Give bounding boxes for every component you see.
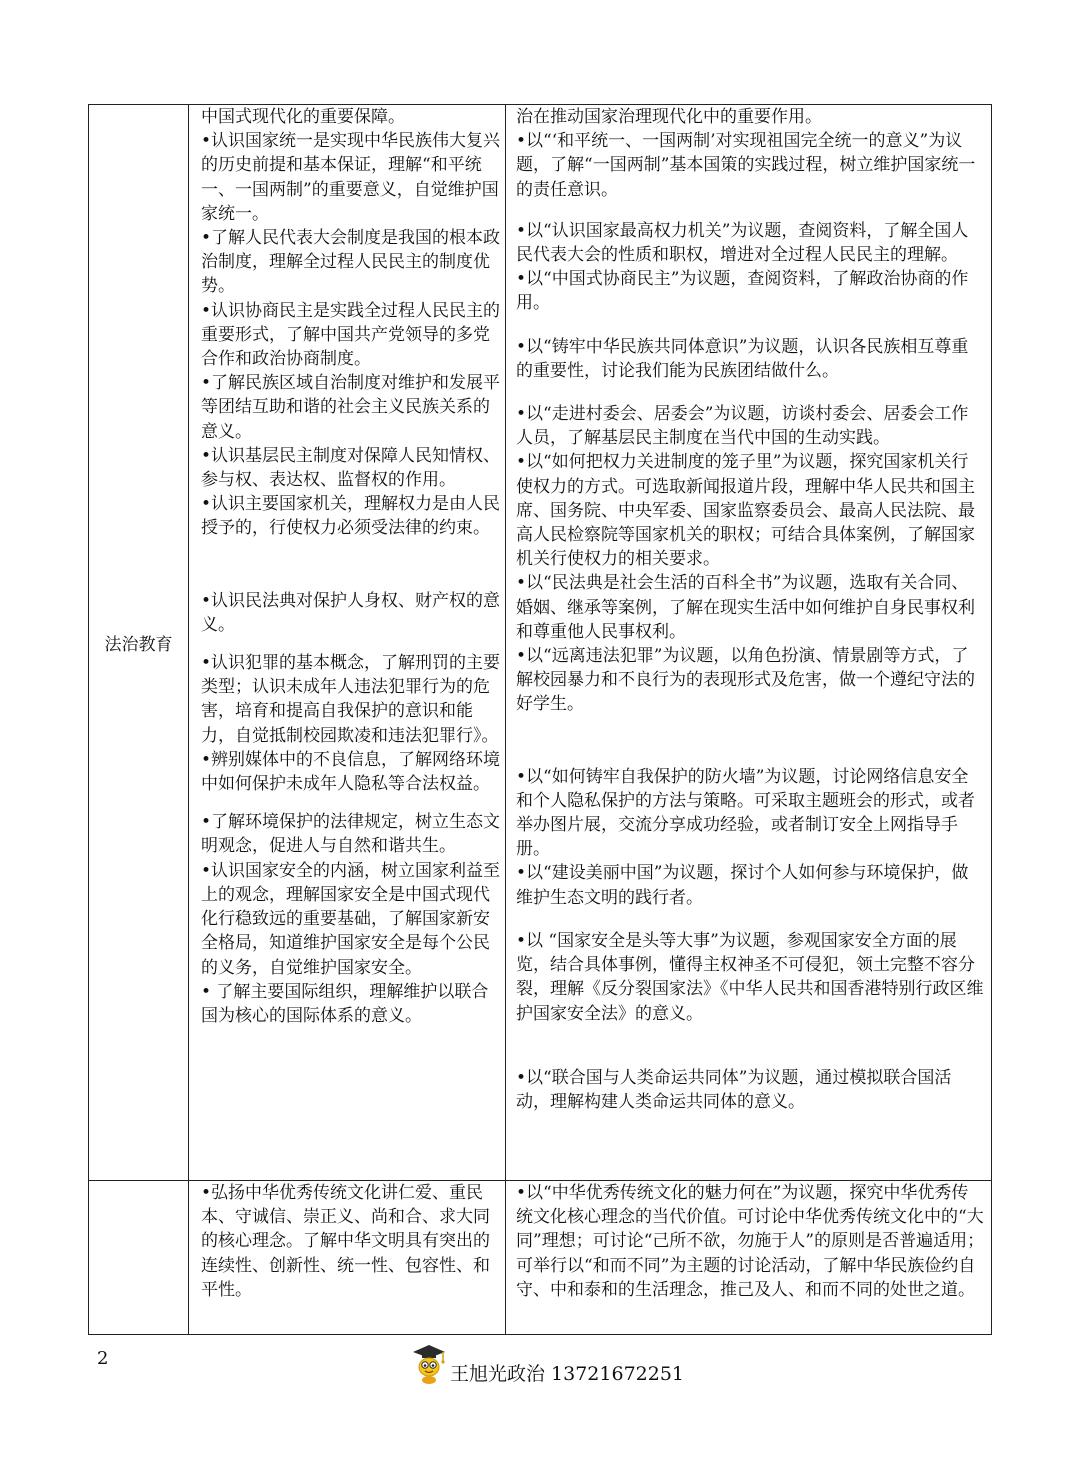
category-cell xyxy=(89,105,189,1181)
activity-item: •以“铸牢中华民族共同体意识”为议题，认识各民族相互尊重的重要性，讨论我们能为民族团结做什么。 xyxy=(516,336,969,381)
requirement-item: •认识基层民主制度对保障人民知情权、参与权、表达权、监督权的作用。 xyxy=(201,445,501,491)
requirement-item: •弘扬中华优秀传统文化讲仁爱、重民本、守诚信、崇正义、尚和合、求大同的核心理念。了解中华文明具有突出的连续性、创新性、统一性、包容性、和平性。 xyxy=(201,1183,490,1300)
requirement-item: •了解民族区域自治制度对维护和发展平等团结互助和谐的社会主义民族关系的意义。 xyxy=(201,373,501,442)
activity-item: •以“中国式协商民主”为议题，查阅资料，了解政治协商的作用。 xyxy=(516,269,969,314)
activity-item: •以“远离违法犯罪”为议题，以角色扮演、情景剧等方式，了解校园暴力和不良行为的表现形式及危害，做一个遵纪守法的好学生。 xyxy=(516,646,975,715)
page-number: 2 xyxy=(97,1348,109,1369)
requirement-item: •了解环境保护的法律规定，树立生态文明观念，促进人与自然和谐共生。 xyxy=(201,812,501,857)
requirement-item: •认识民法典对保护人身权、财产权的意义。 xyxy=(201,590,501,635)
activity-item: •以“民法典是社会生活的百科全书”为议题，选取有关合同、婚姻、继承等案例，了解在现实生活中如何维护自身民事权利和尊重他人民事权利。 xyxy=(516,573,975,642)
activity-item: •以“认识国家最高权力机关”为议题，查阅资料，了解全国人民代表大会的性质和职权，增进对全过程人民民主的理解。 xyxy=(516,220,969,266)
activity-item: •以“联合国与人类命运共同体”为议题，通过模拟联合国活动，理解构建人类命运共同体的意义。 xyxy=(516,1067,952,1112)
footer-watermark xyxy=(412,1343,684,1385)
requirements-cell xyxy=(189,1181,506,1335)
requirement-item: •了解人民代表大会制度是我国的根本政治制度，理解全过程人民民主的制度优势。 xyxy=(201,228,501,297)
activities-cell xyxy=(506,1181,992,1335)
graduate-cartoon-icon xyxy=(412,1343,446,1385)
category-label: 法治教育 xyxy=(104,635,173,655)
table-row xyxy=(89,1181,992,1335)
activity-item: •以“‘和平统一、一国两制’对实现祖国完全统一的意义”为议题，了解“一国两制”基本国策的实践过程，树立维护国家统一的责任意识。 xyxy=(516,131,976,200)
activity-item: •以“中华优秀传统文化的魅力何在”为议题，探究中华优秀传统文化核心理念的当代价值。可讨论中华优秀传统文化中的“大同”理想；可讨论“己所不欲，勿施于人”的原则是否普遍适用；可举行以“和而不同”为主题的讨论活动，了解中华民族俭约自守、中和泰和的生活理念，推己及人、和而不同的处世之道。 xyxy=(516,1183,985,1300)
activity-item: •以“如何铸牢自我保护的防火墙”为议题，讨论网络信息安全和个人隐私保护的方法与策略。可采取主题班会的形式，或者举办图片展，交流分享成功经验，或者制订安全上网指导手册。 xyxy=(516,766,975,860)
footer-text: 王旭光政治 13721672251 xyxy=(450,1362,685,1385)
requirement-item: 中国式现代化的重要保障。 xyxy=(201,107,405,127)
requirement-item: • 了解主要国际组织，理解维护以联合国为核心的国际体系的意义。 xyxy=(201,981,489,1026)
activity-item: 治在推动国家治理现代化中的重要作用。 xyxy=(516,107,822,127)
requirement-item: •辨别媒体中的不良信息，了解网络环境中如何保护未成年人隐私等合法权益。 xyxy=(201,749,501,795)
standards-table xyxy=(88,104,992,1335)
activity-item: •以“如何把权力关进制度的笼子里”为议题，探究国家机关行使权力的方式。可选取新闻报道片段，理解中华人民共和国主席、国务院、中央军委、国家监察委员会、最高人民法院、最高人民检察院等国家机关的职权；可结合具体案例，了解国家机关行使权力的相关要求。 xyxy=(516,452,975,570)
requirement-item: •认识国家安全的内涵，树立国家利益至上的观念，理解国家安全是中国式现代化行稳致远的重要基础，了解国家新安全格局，知道维护国家安全是每个公民的义务，自觉维护国家安全。 xyxy=(201,860,501,978)
activity-item: •以“建设美丽中国”为议题，探讨个人如何参与环境保护，做维护生态文明的践行者。 xyxy=(516,863,969,908)
requirements-cell xyxy=(189,105,506,1181)
requirement-item: •认识协商民主是实践全过程人民民主的重要形式，了解中国共产党领导的多党合作和政治协商制度。 xyxy=(201,300,501,370)
category-cell xyxy=(89,1181,189,1335)
requirement-item: •认识犯罪的基本概念，了解刑罚的主要类型；认识未成年人违法犯罪行为的危害，培育和提高自我保护的意识和能力，自觉抵制校园欺凌和违法犯罪行》。 xyxy=(201,653,501,746)
activity-item: •以 “国家安全是头等大事”为议题，参观国家安全方面的展览，结合具体事例，懂得主权神圣不可侵犯，领土完整不容分裂，理解《反分裂国家法》《中华人民共和国香港特别行政区维护国家安全法》的意义。 xyxy=(516,930,984,1024)
activities-cell xyxy=(506,105,992,1181)
activity-item: •以“走进村委会、居委会”为议题，访谈村委会、居委会工作人员，了解基层民主制度在当代中国的生动实践。 xyxy=(516,404,969,449)
table-row xyxy=(89,105,992,1181)
requirement-item: •认识国家统一是实现中华民族伟大复兴的历史前提和基本保证，理解“和平统一、一国两制”的重要意义，自觉维护国家统一。 xyxy=(201,131,501,224)
requirement-item: •认识主要国家机关，理解权力是由人民授予的，行使权力必须受法律的约束。 xyxy=(201,494,501,539)
